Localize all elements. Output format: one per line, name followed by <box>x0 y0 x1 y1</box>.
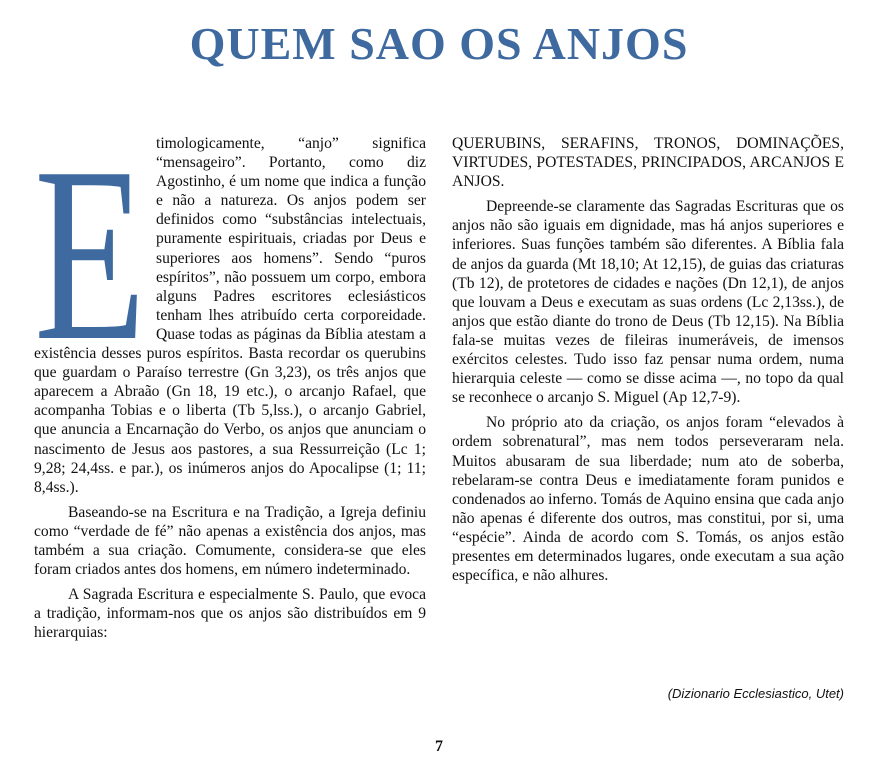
paragraph-tradition: Baseando-se na Escritura e na Tradição, a Igreja definiu como “verdade de fé” não apenas a existência dos anjos, mas também a sua criação. Comumente, considera-se que eles foram criados antes dos homens, em número indeterminado. <box>34 503 426 579</box>
paragraph-intro: timologicamente, “anjo” significa “mensageiro”. Portanto, como diz Agostinho, é um nome que indica a função e não a natureza. Os anjos podem ser definidos como “substâncias intelectuais, puramente espirituais, criadas por Deus e superiores aos homens”. Sendo “puros espíritos”, não possuem um corpo, embora alguns Padres escritores eclesiásticos tenham lhes atribuído certa corporeidade. Quase todas as páginas da Bíblia atestam a existência desses puros espíritos. Basta recordar os querubins que guardam o Paraíso terrestre (Gn 3,23), os três anjos que aparecem a Abraão (Gn 18, 19 etc.), o arcanjo Rafael, que acompanha Tobias e o liberta (Tb 5,lss.), o arcanjo Gabriel, que anuncia a Encarnação do Verbo, os anjos que anunciam o nascimento de Jesus aos pastores, a sua Ressurreição (Lc 1; 9,28; 24,4ss. e par.), os inúmeros anjos do Apocalipse (1; 11; 8,4ss.). <box>34 135 426 496</box>
left-column <box>34 134 426 642</box>
paragraph-creation: No próprio ato da criação, os anjos foram “elevados à ordem sobrenatural”, mas nem todos perseveraram nela. Muitos abusaram de sua liberdade; num ato de soberba, rebelaram-se contra Deus e imediatamente foram punidos e condenados ao inferno. Tomás de Aquino ensina que cada anjo não apenas é diferente dos outros, mas constitui, por si, uma “espécie”. Ainda de acordo com S. Tomás, os anjos estão presentes em determinados lugares, onde executam a sua ação específica, e não alhures. <box>452 414 844 585</box>
page-number: 7 <box>435 738 443 755</box>
page-title: QUEM SAO OS ANJOS <box>189 18 689 69</box>
paragraph-functions: Depreende-se claramente das Sagradas Escrituras que os anjos não são iguais em dignidade, mas há anjos superiores e inferiores. Suas funções também são diferentes. A Bíblia fala de anjos da guarda (Mt 18,10; At 12,15), de guias das criaturas (Tb 12), de protetores de cidades e nações (Dn 12,1), de anjos que louvam a Deus e executam as suas ordens (Lc 2,13ss.), de anjos que estão diante do trono de Deus (Tb 12,15). Na Bíblia fala-se muitas vezes de fileiras inumeráveis, de imensos exércitos celestes. Tudo isso faz pensar numa ordem, numa hierarquia celeste — como se disse acima —, no topo da qual se reconhece o arcanjo S. Miguel (Ap 12,7-9). <box>452 198 844 407</box>
svg-text:E: E <box>34 156 146 344</box>
drop-cap <box>34 156 146 344</box>
source-credit: (Dizionario Ecclesiastico, Utet) <box>667 686 844 701</box>
right-column <box>452 134 844 585</box>
paragraph-hierarchy-list: QUERUBINS, SERAFINS, TRONOS, DOMINAÇÕES, VIRTUDES, POTESTADES, PRINCIPADOS, ARCANJOS E ANJOS. <box>452 135 844 191</box>
paragraph-hierarchies: A Sagrada Escritura e especialmente S. Paulo, que evoca a tradição, informam-nos que os anjos são distribuídos em 9 hierarquias: <box>34 586 426 642</box>
